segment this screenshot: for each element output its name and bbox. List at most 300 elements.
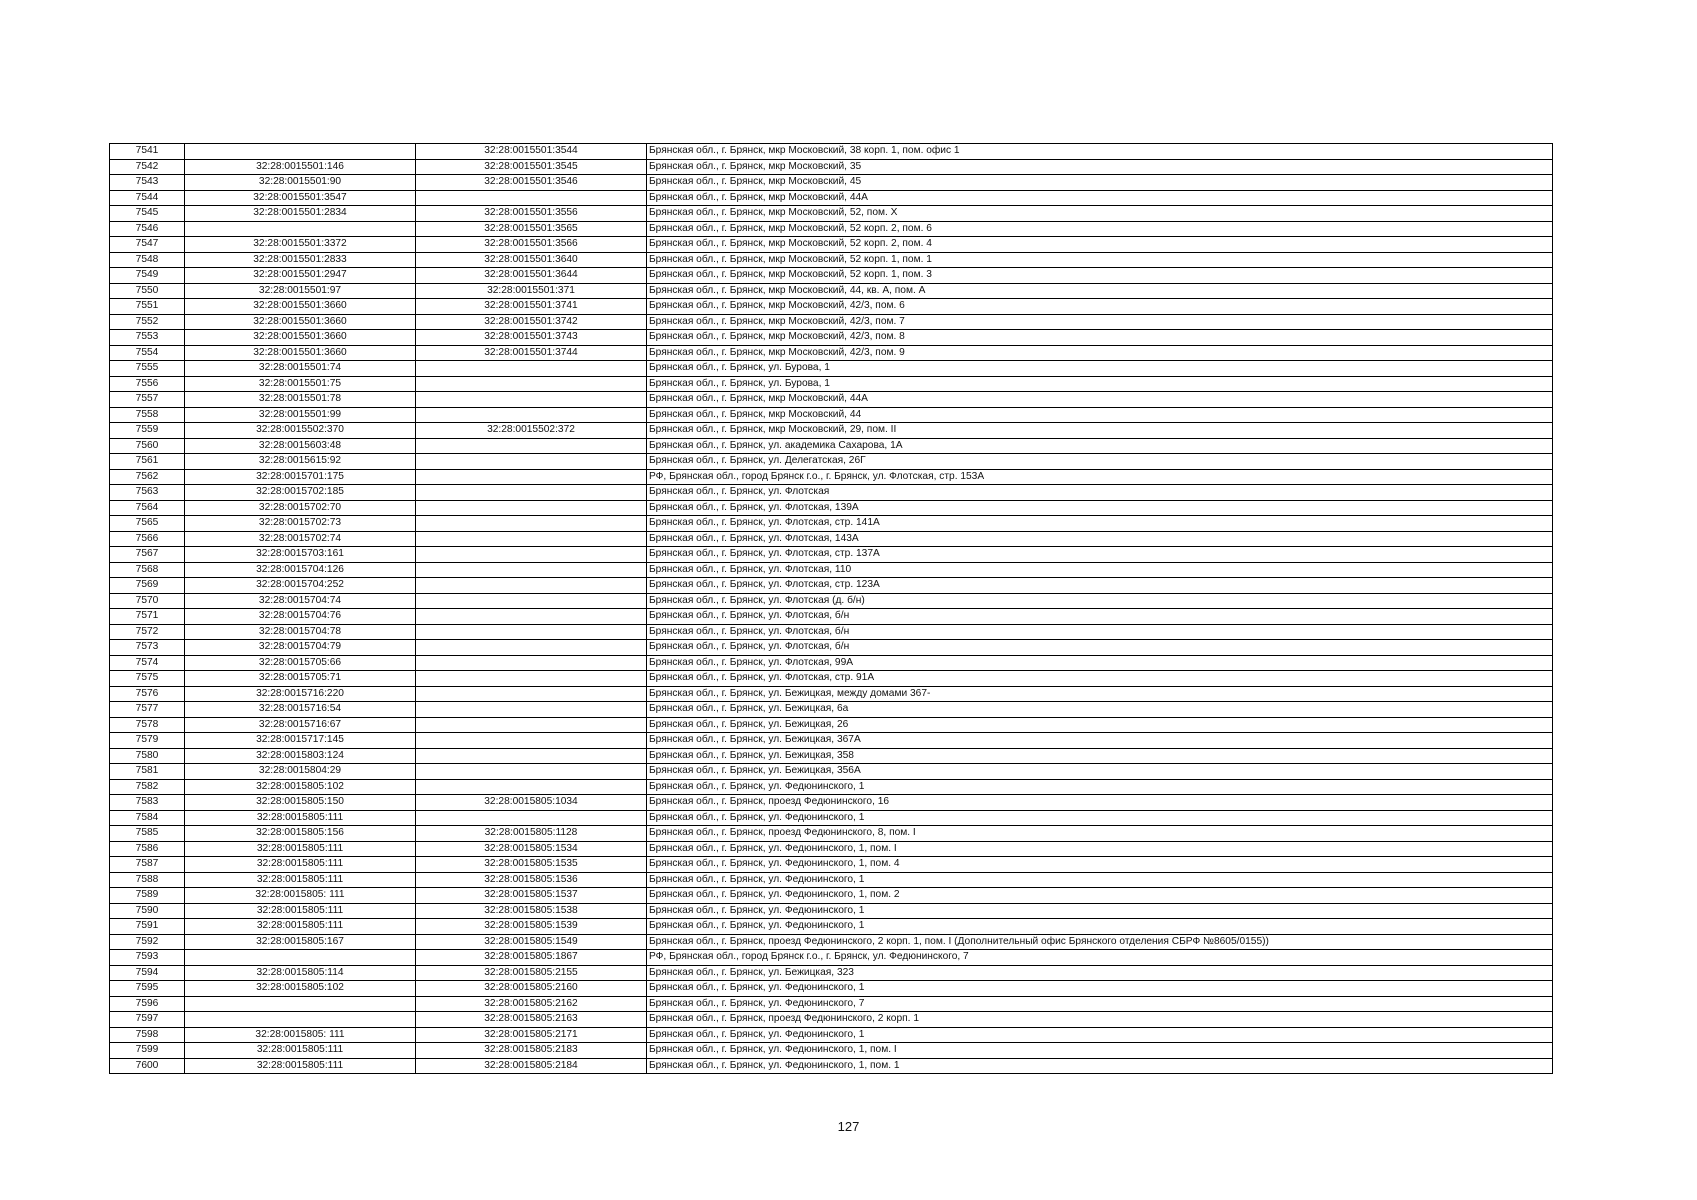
address-cell: Брянская обл., г. Брянск, ул. Бежицкая, между домами 367- — [647, 686, 1553, 702]
address-cell: Брянская обл., г. Брянск, мкр Московский, 44А — [647, 392, 1553, 408]
address-cell: Брянская обл., г. Брянск, мкр Московский, 45 — [647, 175, 1553, 191]
table-row — [110, 438, 1553, 454]
row-number-cell: 7544 — [110, 190, 185, 206]
cadastral-number-cell: 32:28:0015805:111 — [185, 841, 416, 857]
cadastral-number-cell: 32:28:0015805: 111 — [185, 888, 416, 904]
object-cadastral-number-cell: 32:28:0015502:372 — [416, 423, 647, 439]
cadastral-number-cell — [185, 221, 416, 237]
table-row — [110, 516, 1553, 532]
cadastral-number-cell: 32:28:0015805:111 — [185, 903, 416, 919]
row-number-cell: 7562 — [110, 469, 185, 485]
row-number-cell: 7596 — [110, 996, 185, 1012]
table-row — [110, 717, 1553, 733]
object-cadastral-number-cell: 32:28:0015805:2163 — [416, 1012, 647, 1028]
cadastral-number-cell: 32:28:0015717:145 — [185, 733, 416, 749]
cadastral-number-cell: 32:28:0015615:92 — [185, 454, 416, 470]
row-number-cell: 7592 — [110, 934, 185, 950]
row-number-cell: 7578 — [110, 717, 185, 733]
object-cadastral-number-cell: 32:28:0015805:2155 — [416, 965, 647, 981]
cadastral-number-cell: 32:28:0015501:78 — [185, 392, 416, 408]
table-row — [110, 252, 1553, 268]
row-number-cell: 7588 — [110, 872, 185, 888]
row-number-cell: 7560 — [110, 438, 185, 454]
object-cadastral-number-cell — [416, 593, 647, 609]
table-row — [110, 283, 1553, 299]
cadastral-number-cell: 32:28:0015805:111 — [185, 857, 416, 873]
table-row — [110, 454, 1553, 470]
object-cadastral-number-cell — [416, 469, 647, 485]
cadastral-number-cell: 32:28:0015501:3660 — [185, 299, 416, 315]
row-number-cell: 7554 — [110, 345, 185, 361]
row-number-cell: 7591 — [110, 919, 185, 935]
cadastral-number-cell: 32:28:0015805:102 — [185, 779, 416, 795]
object-cadastral-number-cell — [416, 190, 647, 206]
table-row — [110, 469, 1553, 485]
address-cell: Брянская обл., г. Брянск, ул. Флотская, стр. 137А — [647, 547, 1553, 563]
object-cadastral-number-cell: 32:28:0015805:2183 — [416, 1043, 647, 1059]
row-number-cell: 7546 — [110, 221, 185, 237]
table-row — [110, 841, 1553, 857]
object-cadastral-number-cell: 32:28:0015501:3556 — [416, 206, 647, 222]
row-number-cell: 7569 — [110, 578, 185, 594]
cadastral-number-cell: 32:28:0015805:156 — [185, 826, 416, 842]
address-cell: Брянская обл., г. Брянск, ул. Федюнинского, 1 — [647, 981, 1553, 997]
object-cadastral-number-cell: 32:28:0015501:3566 — [416, 237, 647, 253]
object-cadastral-number-cell — [416, 578, 647, 594]
cadastral-number-cell — [185, 950, 416, 966]
address-cell: Брянская обл., г. Брянск, ул. Федюнинского, 1 — [647, 1027, 1553, 1043]
address-cell: Брянская обл., г. Брянск, мкр Московский, 52 корп. 1, пом. 1 — [647, 252, 1553, 268]
table-row — [110, 593, 1553, 609]
address-cell: Брянская обл., г. Брянск, мкр Московский, 29, пом. II — [647, 423, 1553, 439]
address-cell: Брянская обл., г. Брянск, ул. Бурова, 1 — [647, 376, 1553, 392]
cadastral-number-cell — [185, 144, 416, 160]
object-cadastral-number-cell: 32:28:0015805:2184 — [416, 1058, 647, 1074]
object-cadastral-number-cell — [416, 764, 647, 780]
row-number-cell: 7589 — [110, 888, 185, 904]
row-number-cell: 7553 — [110, 330, 185, 346]
address-cell: Брянская обл., г. Брянск, ул. Флотская, 143А — [647, 531, 1553, 547]
row-number-cell: 7559 — [110, 423, 185, 439]
table-row — [110, 1027, 1553, 1043]
address-cell: РФ, Брянская обл., город Брянск г.о., г. Брянск, ул. Федюнинского, 7 — [647, 950, 1553, 966]
page-number: 127 — [837, 1119, 860, 1134]
row-number-cell: 7577 — [110, 702, 185, 718]
address-cell: Брянская обл., г. Брянск, ул. Флотская, б/н — [647, 609, 1553, 625]
row-number-cell: 7563 — [110, 485, 185, 501]
row-number-cell: 7597 — [110, 1012, 185, 1028]
table-row — [110, 810, 1553, 826]
address-cell: Брянская обл., г. Брянск, ул. Флотская, б/н — [647, 640, 1553, 656]
address-cell: Брянская обл., г. Брянск, мкр Московский, 42/3, пом. 7 — [647, 314, 1553, 330]
address-cell: Брянская обл., г. Брянск, ул. Федюнинского, 1, пом. I — [647, 841, 1553, 857]
row-number-cell: 7542 — [110, 159, 185, 175]
row-number-cell: 7598 — [110, 1027, 185, 1043]
table-row — [110, 268, 1553, 284]
table-row — [110, 748, 1553, 764]
object-cadastral-number-cell — [416, 655, 647, 671]
object-cadastral-number-cell: 32:28:0015501:3742 — [416, 314, 647, 330]
table-row — [110, 345, 1553, 361]
table-row — [110, 206, 1553, 222]
address-cell: Брянская обл., г. Брянск, ул. Делегатская, 26Г — [647, 454, 1553, 470]
address-cell: Брянская обл., г. Брянск, мкр Московский, 35 — [647, 159, 1553, 175]
cadastral-number-cell: 32:28:0015805:111 — [185, 810, 416, 826]
address-cell: Брянская обл., г. Брянск, мкр Московский, 44, кв. А, пом. А — [647, 283, 1553, 299]
cadastral-number-cell: 32:28:0015501:3660 — [185, 330, 416, 346]
object-cadastral-number-cell: 32:28:0015501:3565 — [416, 221, 647, 237]
table-row — [110, 733, 1553, 749]
table-row — [110, 485, 1553, 501]
cadastral-number-cell: 32:28:0015805:102 — [185, 981, 416, 997]
table-row — [110, 624, 1553, 640]
address-cell: Брянская обл., г. Брянск, ул. Флотская, 110 — [647, 562, 1553, 578]
cadastral-number-cell: 32:28:0015704:76 — [185, 609, 416, 625]
cadastral-number-cell: 32:28:0015501:3372 — [185, 237, 416, 253]
table-row — [110, 175, 1553, 191]
address-cell: Брянская обл., г. Брянск, ул. Федюнинского, 1 — [647, 810, 1553, 826]
cadastral-number-cell: 32:28:0015805:111 — [185, 919, 416, 935]
object-cadastral-number-cell: 32:28:0015805:1537 — [416, 888, 647, 904]
row-number-cell: 7570 — [110, 593, 185, 609]
object-cadastral-number-cell — [416, 702, 647, 718]
row-number-cell: 7583 — [110, 795, 185, 811]
object-cadastral-number-cell — [416, 376, 647, 392]
cadastral-number-cell: 32:28:0015501:3660 — [185, 345, 416, 361]
cadastral-number-cell: 32:28:0015805:167 — [185, 934, 416, 950]
object-cadastral-number-cell — [416, 562, 647, 578]
cadastral-number-cell: 32:28:0015716:220 — [185, 686, 416, 702]
address-cell: Брянская обл., г. Брянск, мкр Московский, 38 корп. 1, пом. офис 1 — [647, 144, 1553, 160]
row-number-cell: 7564 — [110, 500, 185, 516]
table-row — [110, 965, 1553, 981]
row-number-cell: 7584 — [110, 810, 185, 826]
address-cell: Брянская обл., г. Брянск, мкр Московский, 52, пом. X — [647, 206, 1553, 222]
address-cell: Брянская обл., г. Брянск, ул. Флотская, 99А — [647, 655, 1553, 671]
object-cadastral-number-cell: 32:28:0015501:3744 — [416, 345, 647, 361]
object-cadastral-number-cell: 32:28:0015805:1867 — [416, 950, 647, 966]
row-number-cell: 7580 — [110, 748, 185, 764]
address-cell: Брянская обл., г. Брянск, ул. Флотская, б/н — [647, 624, 1553, 640]
row-number-cell: 7557 — [110, 392, 185, 408]
table-row — [110, 407, 1553, 423]
table-row — [110, 1058, 1553, 1074]
cadastral-number-cell: 32:28:0015805: 111 — [185, 1027, 416, 1043]
address-cell: Брянская обл., г. Брянск, проезд Федюнинского, 16 — [647, 795, 1553, 811]
cadastral-number-cell — [185, 1012, 416, 1028]
table-row — [110, 996, 1553, 1012]
object-cadastral-number-cell — [416, 733, 647, 749]
address-cell: Брянская обл., г. Брянск, ул. академика Сахарова, 1А — [647, 438, 1553, 454]
row-number-cell: 7566 — [110, 531, 185, 547]
table-row — [110, 779, 1553, 795]
table-row — [110, 950, 1553, 966]
cadastral-number-cell: 32:28:0015502:370 — [185, 423, 416, 439]
table-row — [110, 919, 1553, 935]
table-row — [110, 237, 1553, 253]
address-cell: Брянская обл., г. Брянск, ул. Федюнинского, 1 — [647, 919, 1553, 935]
row-number-cell: 7558 — [110, 407, 185, 423]
table-row — [110, 423, 1553, 439]
object-cadastral-number-cell — [416, 454, 647, 470]
row-number-cell: 7575 — [110, 671, 185, 687]
object-cadastral-number-cell: 32:28:0015501:3743 — [416, 330, 647, 346]
address-cell: Брянская обл., г. Брянск, мкр Московский, 42/3, пом. 8 — [647, 330, 1553, 346]
table-row — [110, 562, 1553, 578]
address-cell: Брянская обл., г. Брянск, ул. Бежицкая, 356А — [647, 764, 1553, 780]
cadastral-number-cell: 32:28:0015803:124 — [185, 748, 416, 764]
object-cadastral-number-cell: 32:28:0015501:3640 — [416, 252, 647, 268]
row-number-cell: 7594 — [110, 965, 185, 981]
table-row — [110, 190, 1553, 206]
table-row — [110, 330, 1553, 346]
cadastral-number-cell: 32:28:0015704:74 — [185, 593, 416, 609]
address-cell: Брянская обл., г. Брянск, мкр Московский, 42/3, пом. 6 — [647, 299, 1553, 315]
table-row — [110, 299, 1553, 315]
row-number-cell: 7581 — [110, 764, 185, 780]
object-cadastral-number-cell: 32:28:0015805:2162 — [416, 996, 647, 1012]
table-row — [110, 392, 1553, 408]
object-cadastral-number-cell — [416, 438, 647, 454]
table-row — [110, 578, 1553, 594]
row-number-cell: 7552 — [110, 314, 185, 330]
object-cadastral-number-cell: 32:28:0015805:2171 — [416, 1027, 647, 1043]
address-cell: Брянская обл., г. Брянск, проезд Федюнинского, 2 корп. 1, пом. I (Дополнительный офис Брянского отделения СБРФ №8605/0155)) — [647, 934, 1553, 950]
cadastral-number-cell: 32:28:0015805:111 — [185, 872, 416, 888]
cadastral-number-cell: 32:28:0015805:150 — [185, 795, 416, 811]
table-row — [110, 500, 1553, 516]
object-cadastral-number-cell — [416, 609, 647, 625]
address-cell: Брянская обл., г. Брянск, ул. Бежицкая, 358 — [647, 748, 1553, 764]
table-row — [110, 314, 1553, 330]
address-cell: Брянская обл., г. Брянск, ул. Бежицкая, 26 — [647, 717, 1553, 733]
object-cadastral-number-cell: 32:28:0015501:3546 — [416, 175, 647, 191]
object-cadastral-number-cell: 32:28:0015805:1535 — [416, 857, 647, 873]
address-cell: Брянская обл., г. Брянск, мкр Московский, 42/3, пом. 9 — [647, 345, 1553, 361]
object-cadastral-number-cell — [416, 686, 647, 702]
cadastral-number-cell: 32:28:0015705:71 — [185, 671, 416, 687]
row-number-cell: 7556 — [110, 376, 185, 392]
row-number-cell: 7550 — [110, 283, 185, 299]
cadastral-number-cell: 32:28:0015716:54 — [185, 702, 416, 718]
object-cadastral-number-cell: 32:28:0015501:3545 — [416, 159, 647, 175]
table-row — [110, 981, 1553, 997]
cadastral-number-cell: 32:28:0015702:70 — [185, 500, 416, 516]
row-number-cell: 7586 — [110, 841, 185, 857]
cadastral-number-cell: 32:28:0015501:2834 — [185, 206, 416, 222]
row-number-cell: 7548 — [110, 252, 185, 268]
table-row — [110, 1012, 1553, 1028]
table-row — [110, 655, 1553, 671]
object-cadastral-number-cell: 32:28:0015805:2160 — [416, 981, 647, 997]
cadastral-number-cell: 32:28:0015501:146 — [185, 159, 416, 175]
object-cadastral-number-cell: 32:28:0015501:3544 — [416, 144, 647, 160]
row-number-cell: 7574 — [110, 655, 185, 671]
address-cell: Брянская обл., г. Брянск, мкр Московский, 52 корп. 2, пом. 6 — [647, 221, 1553, 237]
object-cadastral-number-cell — [416, 810, 647, 826]
cadastral-number-cell: 32:28:0015501:3660 — [185, 314, 416, 330]
row-number-cell: 7590 — [110, 903, 185, 919]
object-cadastral-number-cell — [416, 516, 647, 532]
table-row — [110, 640, 1553, 656]
address-cell: Брянская обл., г. Брянск, проезд Федюнинского, 8, пом. I — [647, 826, 1553, 842]
row-number-cell: 7582 — [110, 779, 185, 795]
cadastral-number-cell: 32:28:0015501:74 — [185, 361, 416, 377]
registry-table-body — [110, 144, 1553, 1074]
row-number-cell: 7587 — [110, 857, 185, 873]
table-row — [110, 888, 1553, 904]
table-row — [110, 934, 1553, 950]
row-number-cell: 7565 — [110, 516, 185, 532]
object-cadastral-number-cell — [416, 624, 647, 640]
row-number-cell: 7561 — [110, 454, 185, 470]
cadastral-number-cell — [185, 996, 416, 1012]
address-cell: Брянская обл., г. Брянск, ул. Флотская — [647, 485, 1553, 501]
table-row — [110, 531, 1553, 547]
object-cadastral-number-cell — [416, 748, 647, 764]
address-cell: Брянская обл., г. Брянск, мкр Московский, 44 — [647, 407, 1553, 423]
object-cadastral-number-cell: 32:28:0015501:371 — [416, 283, 647, 299]
row-number-cell: 7599 — [110, 1043, 185, 1059]
object-cadastral-number-cell — [416, 779, 647, 795]
cadastral-number-cell: 32:28:0015716:67 — [185, 717, 416, 733]
row-number-cell: 7593 — [110, 950, 185, 966]
row-number-cell: 7585 — [110, 826, 185, 842]
row-number-cell: 7571 — [110, 609, 185, 625]
cadastral-number-cell: 32:28:0015805:111 — [185, 1058, 416, 1074]
address-cell: Брянская обл., г. Брянск, ул. Флотская, стр. 91А — [647, 671, 1553, 687]
table-row — [110, 872, 1553, 888]
table-row — [110, 609, 1553, 625]
object-cadastral-number-cell — [416, 485, 647, 501]
cadastral-number-cell: 32:28:0015704:126 — [185, 562, 416, 578]
table-row — [110, 159, 1553, 175]
table-row — [110, 221, 1553, 237]
address-cell: Брянская обл., г. Брянск, ул. Федюнинского, 1 — [647, 872, 1553, 888]
row-number-cell: 7543 — [110, 175, 185, 191]
row-number-cell: 7547 — [110, 237, 185, 253]
address-cell: Брянская обл., г. Брянск, мкр Московский, 52 корп. 1, пом. 3 — [647, 268, 1553, 284]
address-cell: Брянская обл., г. Брянск, ул. Федюнинского, 1, пом. I — [647, 1043, 1553, 1059]
address-cell: Брянская обл., г. Брянск, ул. Флотская, стр. 123А — [647, 578, 1553, 594]
object-cadastral-number-cell: 32:28:0015805:1534 — [416, 841, 647, 857]
address-cell: Брянская обл., г. Брянск, ул. Бежицкая, 6а — [647, 702, 1553, 718]
address-cell: Брянская обл., г. Брянск, проезд Федюнинского, 2 корп. 1 — [647, 1012, 1553, 1028]
object-cadastral-number-cell: 32:28:0015805:1128 — [416, 826, 647, 842]
table-row — [110, 764, 1553, 780]
address-cell: Брянская обл., г. Брянск, ул. Федюнинского, 1, пом. 4 — [647, 857, 1553, 873]
table-row — [110, 361, 1553, 377]
address-cell: Брянская обл., г. Брянск, ул. Флотская (д. б/н) — [647, 593, 1553, 609]
table-row — [110, 795, 1553, 811]
address-cell: Брянская обл., г. Брянск, мкр Московский, 44А — [647, 190, 1553, 206]
cadastral-number-cell: 32:28:0015702:73 — [185, 516, 416, 532]
address-cell: Брянская обл., г. Брянск, ул. Федюнинского, 7 — [647, 996, 1553, 1012]
object-cadastral-number-cell — [416, 500, 647, 516]
row-number-cell: 7572 — [110, 624, 185, 640]
table-row — [110, 547, 1553, 563]
table-row — [110, 702, 1553, 718]
object-cadastral-number-cell: 32:28:0015805:1549 — [416, 934, 647, 950]
row-number-cell: 7567 — [110, 547, 185, 563]
cadastral-number-cell: 32:28:0015702:185 — [185, 485, 416, 501]
table-row — [110, 1043, 1553, 1059]
object-cadastral-number-cell — [416, 392, 647, 408]
cadastral-number-cell: 32:28:0015501:99 — [185, 407, 416, 423]
row-number-cell: 7551 — [110, 299, 185, 315]
address-cell: Брянская обл., г. Брянск, ул. Федюнинского, 1 — [647, 903, 1553, 919]
row-number-cell: 7595 — [110, 981, 185, 997]
row-number-cell: 7541 — [110, 144, 185, 160]
row-number-cell: 7600 — [110, 1058, 185, 1074]
address-cell: Брянская обл., г. Брянск, ул. Бежицкая, 323 — [647, 965, 1553, 981]
address-cell: Брянская обл., г. Брянск, ул. Федюнинского, 1 — [647, 779, 1553, 795]
object-cadastral-number-cell — [416, 361, 647, 377]
row-number-cell: 7549 — [110, 268, 185, 284]
cadastral-number-cell: 32:28:0015705:66 — [185, 655, 416, 671]
row-number-cell: 7579 — [110, 733, 185, 749]
address-cell: РФ, Брянская обл., город Брянск г.о., г. Брянск, ул. Флотская, стр. 153А — [647, 469, 1553, 485]
row-number-cell: 7576 — [110, 686, 185, 702]
cadastral-number-cell: 32:28:0015501:75 — [185, 376, 416, 392]
cadastral-number-cell: 32:28:0015603:48 — [185, 438, 416, 454]
cadastral-number-cell: 32:28:0015704:78 — [185, 624, 416, 640]
object-cadastral-number-cell: 32:28:0015805:1539 — [416, 919, 647, 935]
table-row — [110, 376, 1553, 392]
row-number-cell: 7568 — [110, 562, 185, 578]
table-row — [110, 144, 1553, 160]
cadastral-number-cell: 32:28:0015501:3547 — [185, 190, 416, 206]
object-cadastral-number-cell: 32:28:0015805:1034 — [416, 795, 647, 811]
row-number-cell: 7573 — [110, 640, 185, 656]
table-row — [110, 671, 1553, 687]
table-row — [110, 686, 1553, 702]
row-number-cell: 7545 — [110, 206, 185, 222]
object-cadastral-number-cell — [416, 717, 647, 733]
address-cell: Брянская обл., г. Брянск, ул. Флотская, стр. 141А — [647, 516, 1553, 532]
object-cadastral-number-cell: 32:28:0015501:3741 — [416, 299, 647, 315]
cadastral-number-cell: 32:28:0015501:2947 — [185, 268, 416, 284]
address-cell: Брянская обл., г. Брянск, ул. Флотская, 139А — [647, 500, 1553, 516]
cadastral-number-cell: 32:28:0015703:161 — [185, 547, 416, 563]
object-cadastral-number-cell: 32:28:0015501:3644 — [416, 268, 647, 284]
address-cell: Брянская обл., г. Брянск, мкр Московский, 52 корп. 2, пом. 4 — [647, 237, 1553, 253]
object-cadastral-number-cell: 32:28:0015805:1538 — [416, 903, 647, 919]
address-cell: Брянская обл., г. Брянск, ул. Федюнинского, 1, пом. 2 — [647, 888, 1553, 904]
table-row — [110, 826, 1553, 842]
object-cadastral-number-cell: 32:28:0015805:1536 — [416, 872, 647, 888]
cadastral-number-cell: 32:28:0015701:175 — [185, 469, 416, 485]
cadastral-number-cell: 32:28:0015804:29 — [185, 764, 416, 780]
object-cadastral-number-cell — [416, 640, 647, 656]
address-cell: Брянская обл., г. Брянск, ул. Федюнинского, 1, пом. 1 — [647, 1058, 1553, 1074]
object-cadastral-number-cell — [416, 531, 647, 547]
object-cadastral-number-cell — [416, 547, 647, 563]
row-number-cell: 7555 — [110, 361, 185, 377]
cadastral-number-cell: 32:28:0015704:252 — [185, 578, 416, 594]
registry-table — [109, 143, 1553, 1074]
table-row — [110, 903, 1553, 919]
cadastral-number-cell: 32:28:0015702:74 — [185, 531, 416, 547]
cadastral-number-cell: 32:28:0015805:114 — [185, 965, 416, 981]
cadastral-number-cell: 32:28:0015501:2833 — [185, 252, 416, 268]
object-cadastral-number-cell — [416, 671, 647, 687]
cadastral-number-cell: 32:28:0015704:79 — [185, 640, 416, 656]
cadastral-number-cell: 32:28:0015501:97 — [185, 283, 416, 299]
address-cell: Брянская обл., г. Брянск, ул. Бежицкая, 367А — [647, 733, 1553, 749]
cadastral-number-cell: 32:28:0015501:90 — [185, 175, 416, 191]
object-cadastral-number-cell — [416, 407, 647, 423]
